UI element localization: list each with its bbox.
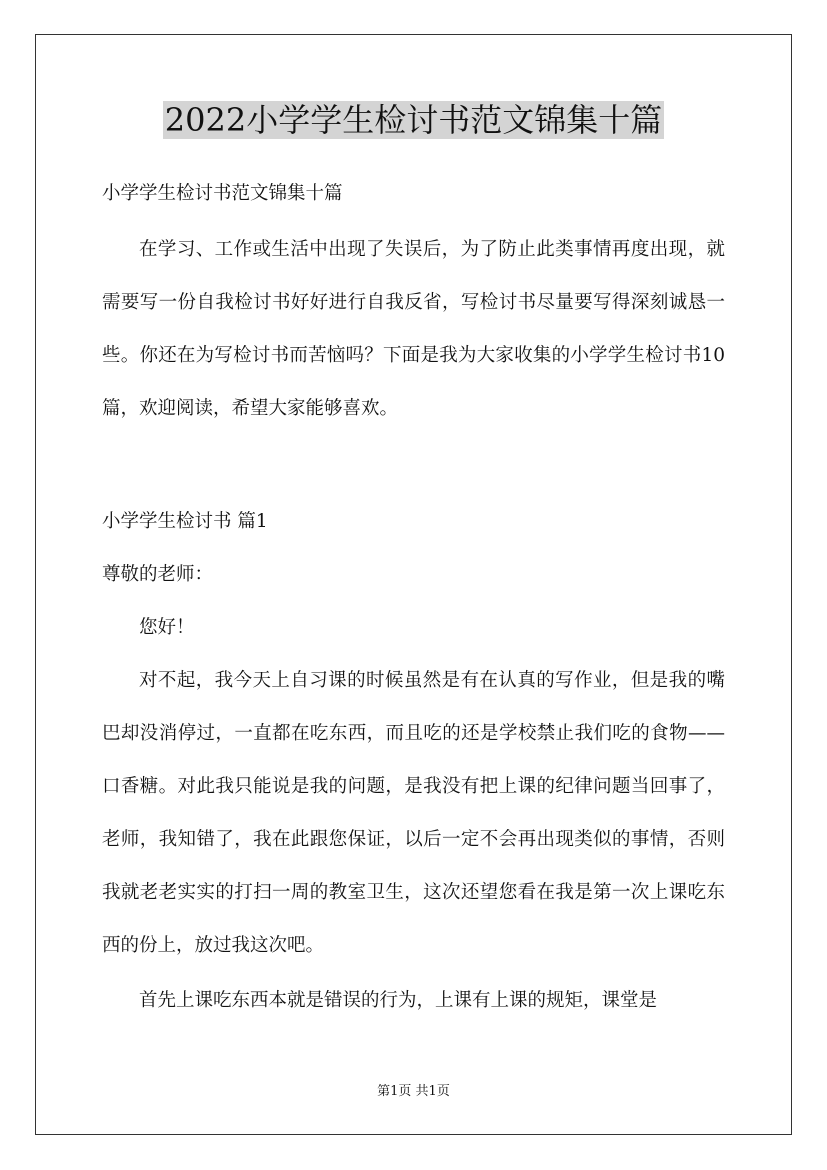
intro-paragraph: 在学习、工作或生活中出现了失误后，为了防止此类事情再度出现，就需要写一份自我检讨书好好进行自我反省，写检讨书尽量要写得深刻诚恳一些。你还在为写检讨书而苦恼吗？下面是我为大家收集的小学学生检讨书10篇，欢迎阅读，希望大家能够喜欢。: [102, 239, 725, 419]
body-paragraph: 对不起，我今天上自习课的时候虽然是有在认真的写作业，但是我的嘴巴却没消停过，一直都在吃东西，而且吃的还是学校禁止我们吃的食物——口香糖。对此我只能说是我的问题，是我没有把上课的纪律问题当回事了，老师，我知错了，我在此跟您保证，以后一定不会再出现类似的事情，否则我就老老实实的打扫一周的教室卫生，这次还望您看在我是第一次上课吃东西的份上，放过我这次吧。: [102, 670, 725, 956]
page-number-footer: 第1页 共1页: [377, 1084, 450, 1099]
greeting: 您好！: [139, 617, 195, 638]
document-body: [102, 174, 725, 1027]
section-heading: 小学学生检讨书 篇1: [102, 511, 268, 532]
document-title: [0, 96, 827, 144]
document-subtitle: 小学学生检讨书范文锦集十篇: [102, 183, 343, 204]
document-title-text: 2022小学学生检讨书范文锦集十篇: [164, 101, 663, 139]
section-spacer: [102, 435, 725, 495]
salutation: 尊敬的老师：: [102, 564, 214, 585]
body-paragraph: 首先上课吃东西本就是错误的行为，上课有上课的规矩，课堂是: [139, 990, 658, 1011]
